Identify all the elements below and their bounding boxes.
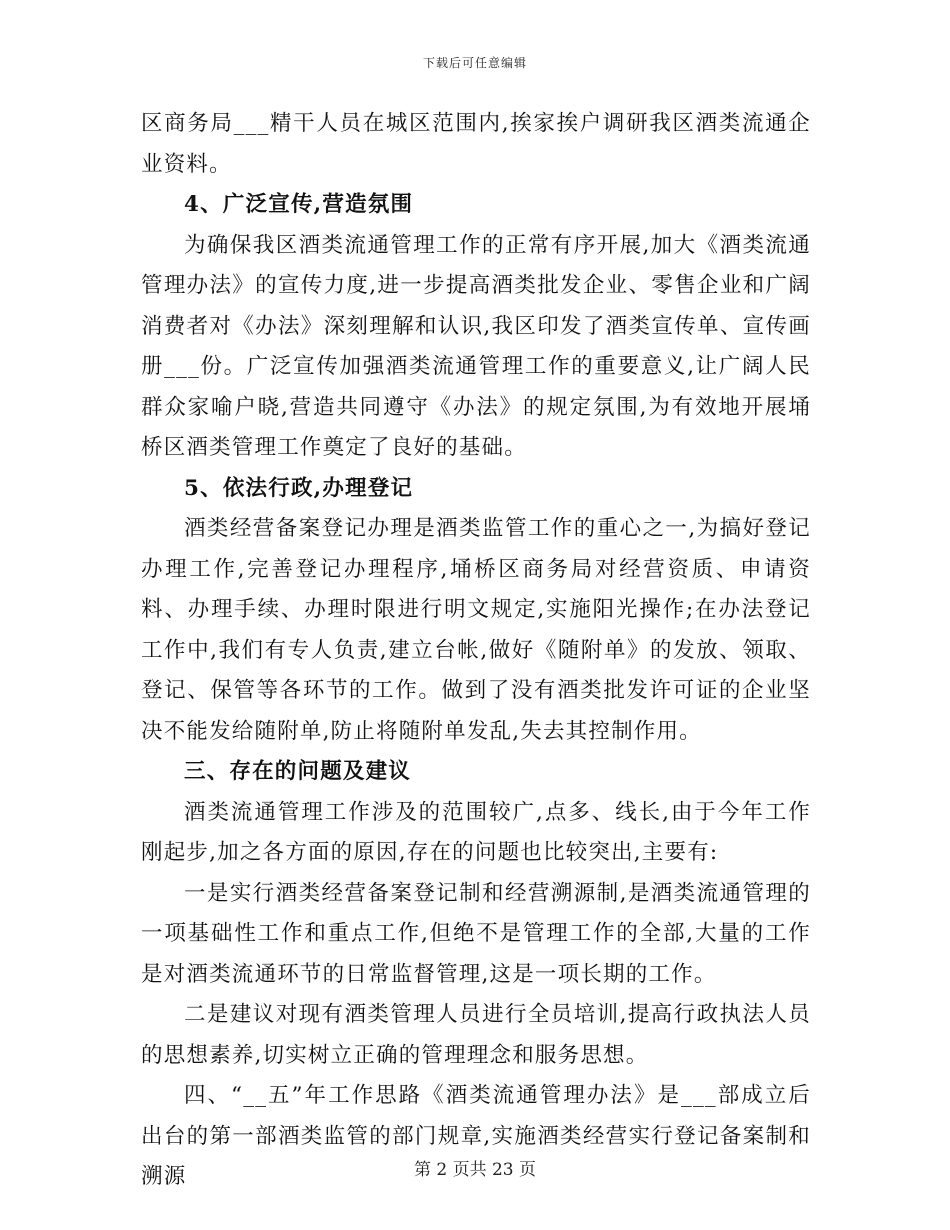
paragraph: 一是实行酒类经营备案登记制和经营溯源制,是酒类流通管理的一项基础性工作和重点工作,但绝不是管理工作的全部,大量的工作是对酒类流通环节的日常监督管理,这是一项长期的工作。 bbox=[141, 880, 811, 987]
paragraph: 四、“__五”年工作思路《酒类流通管理办法》是___部成立后出台的第一部酒类监管的部门规章,实施酒类经营实行登记备案制和溯源 bbox=[141, 1083, 811, 1189]
paragraph: 为确保我区酒类流通管理工作的正常有序开展,加大《酒类流通管理办法》的宣传力度,进一步提高酒类批发企业、零售企业和广阔消费者对《办法》深刻理解和认识,我区印发了酒类宣传单、宣传画册___份。广泛宣传加强酒类流通管理工作的重要意义,让广阔人民群众家喻户晓,营造共同遵守《办法》的规定氛围,为有效地开展埇桥区酒类管理工作奠定了良好的基础。 bbox=[141, 232, 811, 460]
section-heading: 4、广泛宣传,营造氛围 bbox=[184, 192, 414, 217]
page-header: 下载后可任意编辑 bbox=[422, 56, 527, 70]
paragraph: 二是建议对现有酒类管理人员进行全员培训,提高行政执法人员的思想素养,切实树立正确的管理理念和服务思想。 bbox=[141, 1002, 811, 1068]
section-heading: 三、存在的问题及建议 bbox=[184, 759, 412, 784]
paragraph: 酒类流通管理工作涉及的范围较广,点多、线长,由于今年工作刚起步,加之各方面的原因,存在的问题也比较突出,主要有: bbox=[141, 799, 811, 865]
paragraph: 区商务局___精干人员在城区范围内,挨家挨户调研我区酒类流通企业资料。 bbox=[141, 111, 811, 177]
section-heading: 5、依法行政,办理登记 bbox=[184, 475, 414, 501]
paragraph: 酒类经营备案登记办理是酒类监管工作的重心之一,为搞好登记办理工作,完善登记办理程序,埇桥区商务局对经营资质、申请资料、办理手续、办理时限进行明文规定,实施阳光操作;在办法登记工作中,我们有专人负责,建立台帐,做好《随附单》的发放、领取、登记、保管等各环节的工作。做到了没有酒类批发许可证的企业坚决不能发给随附单,防止将随附单发乱,失去其控制作用。 bbox=[141, 516, 811, 744]
page-number: 第 2 页共 23 页 bbox=[413, 1160, 537, 1180]
document-body bbox=[141, 104, 811, 1198]
